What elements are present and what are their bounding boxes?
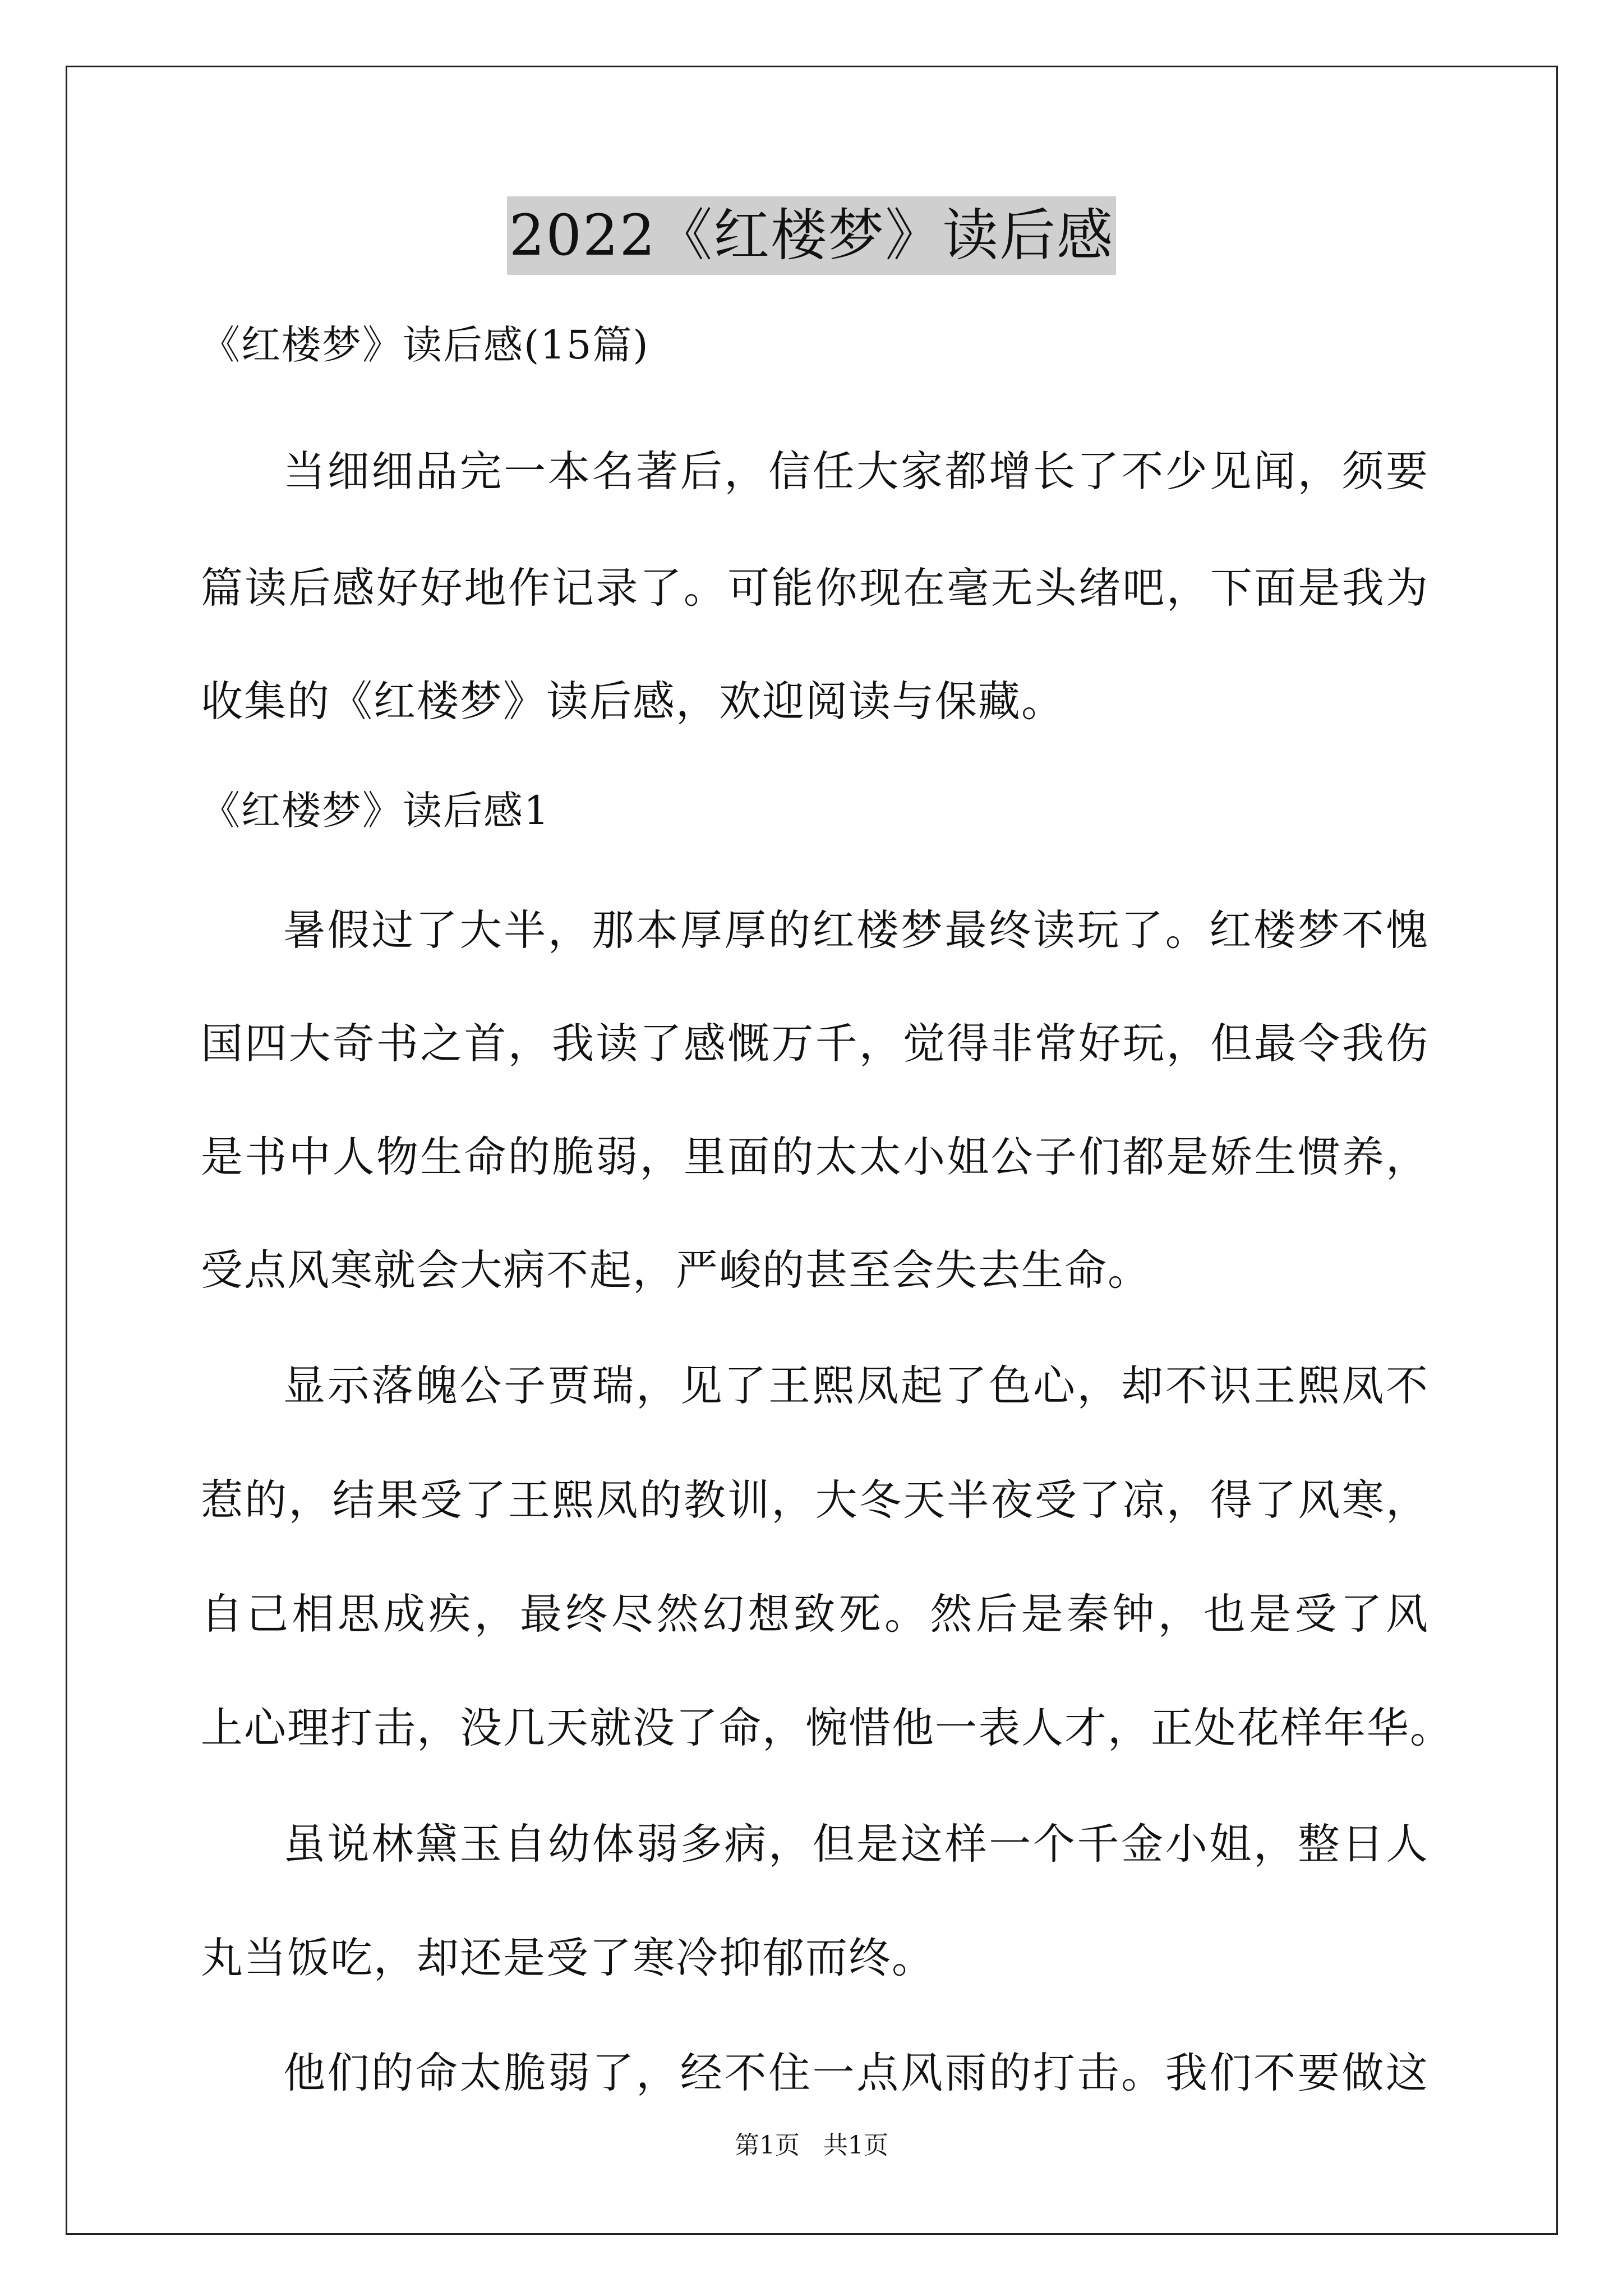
para3-line-1: 虽说林黛玉自幼体弱多病，但是这样一个千金小姐，整日人 (283, 1819, 1429, 1869)
para1-line-1: 暑假过了大半，那本厚厚的红楼梦最终读玩了。红楼梦不愧 (283, 905, 1429, 955)
page-footer (0, 2129, 1623, 2162)
intro-line-1: 当细细品完一本名著后，信任大家都增长了不少见闻，须要 (283, 447, 1429, 496)
para2-line-3: 自己相思成疾，最终尽然幻想致死。然后是秦钟，也是受了风 (201, 1589, 1429, 1639)
collection-heading: 《红楼梦》读后感(15篇) (201, 322, 649, 368)
intro-line-3: 收集的《红楼梦》读后感，欢迎阅读与保藏。 (201, 677, 1065, 726)
para4-line-1: 他们的命太脆弱了，经不住一点风雨的打击。我们不要做这 (283, 2048, 1429, 2097)
document-title (0, 196, 1623, 275)
page-number: 第1页 共1页 (735, 2131, 888, 2160)
para1-line-3: 是书中人物生命的脆弱，里面的太太小姐公子们都是娇生惯养， (201, 1132, 1429, 1181)
para1-line-4: 受点风寒就会大病不起，严峻的甚至会失去生命。 (201, 1245, 1151, 1295)
para1-line-2: 国四大奇书之首，我读了感慨万千，觉得非常好玩，但最令我伤 (201, 1019, 1429, 1068)
para2-line-4: 上心理打击，没几天就没了命，惋惜他一表人才，正处花样年华。 (201, 1703, 1454, 1752)
para3-line-2: 丸当饭吃，却还是受了寒冷抑郁而终。 (201, 1933, 935, 1982)
para2-line-2: 惹的，结果受了王熙凤的教训，大冬天半夜受了凉，得了风寒， (201, 1475, 1429, 1525)
document-title-text: 2022《红楼梦》读后感 (507, 196, 1117, 275)
section-heading-1: 《红楼梦》读后感1 (201, 788, 550, 834)
intro-line-2: 篇读后感好好地作记录了。可能你现在毫无头绪吧，下面是我为 (201, 563, 1429, 613)
para2-line-1: 显示落魄公子贾瑞，见了王熙凤起了色心，却不识王熙凤不 (283, 1361, 1429, 1410)
